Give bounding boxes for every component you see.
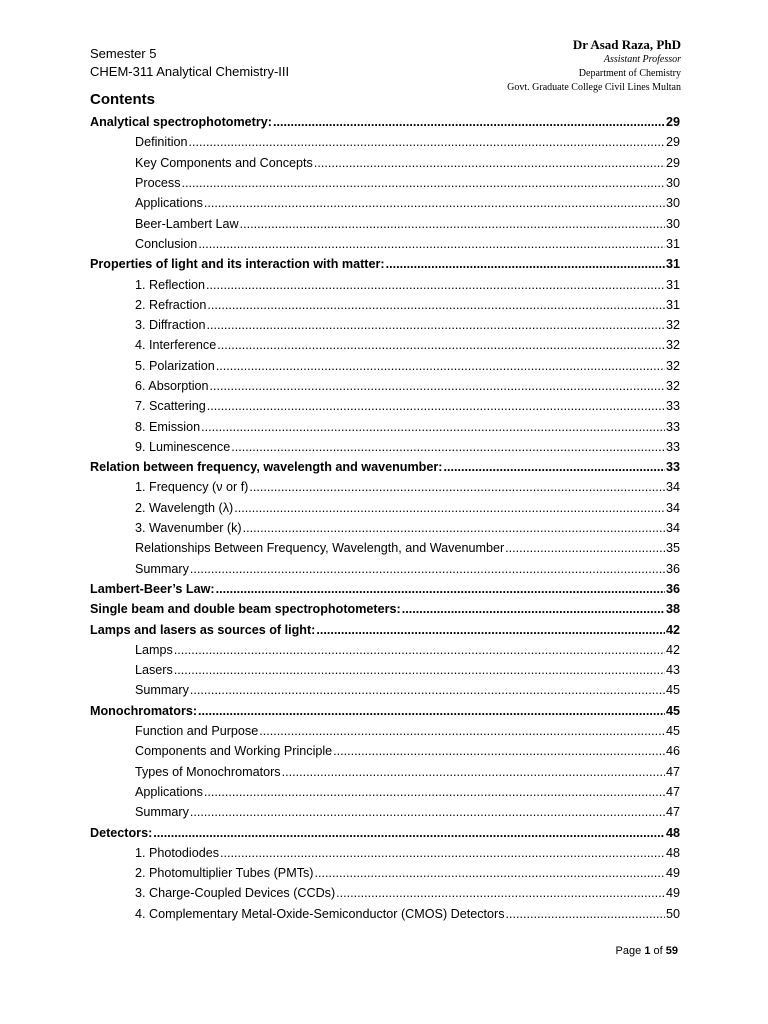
- toc-entry-page: 47: [665, 805, 680, 820]
- author-name: Dr Asad Raza, PhD: [572, 37, 681, 52]
- toc-entry-title: 3. Wavenumber (k): [135, 521, 242, 536]
- toc-section-entry[interactable]: [90, 822, 680, 842]
- toc-dot-leader: [198, 704, 665, 718]
- toc-entry-page: 33: [665, 419, 680, 434]
- toc-entry-title: Applications: [135, 784, 203, 799]
- toc-entry-title: Relationships Between Frequency, Wavelength, and Wavenumber: [135, 541, 505, 556]
- toc-dot-leader: [217, 338, 665, 352]
- toc-dot-leader: [282, 765, 665, 779]
- toc-dot-leader: [216, 359, 665, 373]
- college-name: Govt. Graduate College Civil Lines Multan: [507, 82, 681, 93]
- toc-entry-title: Monochromators:: [90, 703, 198, 718]
- toc-subsection-entry[interactable]: [90, 883, 680, 903]
- toc-subsection-entry[interactable]: [90, 416, 680, 436]
- toc-entry-page: 34: [665, 521, 680, 536]
- course-title: CHEM-311 Analytical Chemistry-III: [90, 64, 290, 79]
- toc-subsection-entry[interactable]: [90, 132, 680, 152]
- toc-entry-title: Lamps and lasers as sources of light:: [90, 622, 316, 637]
- toc-entry-title: Summary: [135, 683, 189, 698]
- toc-entry-page: 45: [665, 683, 680, 698]
- toc-entry-title: 6. Absorption: [135, 379, 209, 393]
- toc-subsection-entry[interactable]: [90, 396, 680, 416]
- toc-entry-page: 32: [665, 379, 680, 393]
- toc-entry-page: 31: [665, 297, 680, 312]
- toc-dot-leader: [174, 663, 665, 677]
- toc-entry-page: 30: [665, 216, 680, 231]
- toc-entry-page: 38: [665, 602, 680, 617]
- toc-entry-page: 33: [665, 399, 680, 414]
- toc-dot-leader: [336, 886, 665, 900]
- toc-dot-leader: [190, 683, 665, 697]
- toc-entry-page: 49: [665, 886, 680, 901]
- footer-total-pages: 59: [665, 945, 678, 957]
- toc-entry-page: 48: [665, 825, 680, 840]
- toc-dot-leader: [386, 257, 665, 271]
- toc-entry-page: 29: [665, 155, 680, 170]
- toc-entry-title: 4. Interference: [135, 338, 217, 353]
- toc-entry-page: 32: [665, 338, 680, 353]
- toc-dot-leader: [207, 399, 665, 413]
- toc-entry-title: Beer-Lambert Law: [135, 216, 239, 231]
- toc-entry-title: Properties of light and its interaction with matter:: [90, 257, 385, 272]
- toc-entry-title: Key Components and Concepts: [135, 155, 313, 170]
- toc-subsection-entry[interactable]: [90, 721, 680, 741]
- toc-subsection-entry[interactable]: [90, 518, 680, 538]
- toc-entry-title: Types of Monochromators: [135, 764, 281, 779]
- toc-dot-leader: [314, 156, 665, 170]
- toc-entry-page: 42: [665, 642, 680, 657]
- toc-dot-leader: [216, 582, 665, 596]
- toc-subsection-entry[interactable]: [90, 356, 680, 376]
- toc-entry-title: 5. Polarization: [135, 358, 215, 373]
- toc-entry-page: 30: [665, 196, 680, 211]
- toc-entry-page: 32: [665, 358, 680, 373]
- toc-subsection-entry[interactable]: [90, 173, 680, 193]
- toc-entry-title: 2. Refraction: [135, 297, 207, 312]
- toc-dot-leader: [249, 480, 665, 494]
- toc-dot-leader: [189, 135, 665, 149]
- toc-dot-leader: [333, 744, 665, 758]
- toc-entry-page: 36: [665, 581, 680, 596]
- toc-section-entry[interactable]: [90, 599, 680, 619]
- page-footer: [616, 945, 678, 957]
- toc-dot-leader: [243, 521, 665, 535]
- toc-entry-page: 32: [665, 318, 680, 333]
- toc-subsection-entry[interactable]: [90, 335, 680, 355]
- toc-entry-page: 45: [665, 724, 680, 739]
- toc-entry-title: 3. Charge-Coupled Devices (CCDs): [135, 886, 336, 901]
- toc-dot-leader: [231, 440, 665, 454]
- toc-subsection-entry[interactable]: [90, 213, 680, 233]
- author-role: Assistant Professor: [603, 54, 681, 65]
- toc-entry-title: 1. Photodiodes: [135, 845, 220, 860]
- page-header-right: [507, 36, 681, 95]
- toc-entry-page: 42: [665, 622, 680, 637]
- toc-entry-title: Lasers: [135, 663, 173, 678]
- toc-subsection-entry[interactable]: [90, 153, 680, 173]
- toc-entry-title: 7. Scattering: [135, 399, 206, 414]
- toc-subsection-entry[interactable]: [90, 274, 680, 294]
- toc-entry-title: Detectors:: [90, 825, 153, 840]
- toc-dot-leader: [182, 176, 665, 190]
- toc-entry-page: 46: [665, 744, 680, 759]
- toc-dot-leader: [316, 623, 665, 637]
- toc-subsection-entry[interactable]: [90, 234, 680, 254]
- toc-entry-page: 31: [665, 257, 680, 272]
- toc-dot-leader: [259, 724, 665, 738]
- toc-entry-title: Conclusion: [135, 236, 198, 251]
- toc-entry-page: 29: [665, 115, 680, 130]
- toc-dot-leader: [506, 907, 665, 921]
- toc-section-entry[interactable]: [90, 457, 680, 477]
- toc-entry-title: Applications: [135, 196, 203, 211]
- toc-subsection-entry[interactable]: [90, 741, 680, 761]
- toc-entry-page: 31: [665, 277, 680, 292]
- toc-dot-leader: [198, 237, 665, 251]
- toc-subsection-entry[interactable]: [90, 802, 680, 822]
- toc-subsection-entry[interactable]: [90, 295, 680, 315]
- toc-section-entry[interactable]: [90, 579, 680, 599]
- toc-entry-page: 43: [665, 663, 680, 678]
- toc-subsection-entry[interactable]: [90, 477, 680, 497]
- toc-subsection-entry[interactable]: [90, 376, 680, 396]
- toc-dot-leader: [201, 420, 665, 434]
- toc-entry-title: Single beam and double beam spectrophotometers:: [90, 602, 401, 617]
- toc-section-entry[interactable]: [90, 254, 680, 274]
- toc-entry-page: 49: [665, 866, 680, 881]
- toc-subsection-entry[interactable]: [90, 660, 680, 680]
- toc-entry-page: 36: [665, 561, 680, 576]
- toc-subsection-entry[interactable]: [90, 680, 680, 700]
- toc-entry-title: Analytical spectrophotometry:: [90, 115, 272, 130]
- toc-entry-page: 34: [665, 480, 680, 495]
- toc-entry-page: 29: [665, 135, 680, 150]
- toc-entry-title: Lamps: [135, 642, 173, 657]
- toc-entry-page: 45: [665, 703, 680, 718]
- toc-subsection-entry[interactable]: [90, 315, 680, 335]
- toc-entry-title: Process: [135, 176, 181, 191]
- toc-section-entry[interactable]: [90, 619, 680, 639]
- toc-subsection-entry[interactable]: [90, 843, 680, 863]
- table-of-contents: [90, 112, 680, 924]
- footer-page-word: Page: [615, 945, 642, 957]
- toc-subsection-entry[interactable]: [90, 640, 680, 660]
- toc-dot-leader: [190, 562, 665, 576]
- toc-dot-leader: [204, 785, 665, 799]
- toc-entry-page: 33: [665, 460, 680, 475]
- toc-entry-title: Function and Purpose: [135, 724, 259, 739]
- toc-subsection-entry[interactable]: [90, 193, 680, 213]
- toc-subsection-entry[interactable]: [90, 762, 680, 782]
- toc-section-entry[interactable]: [90, 701, 680, 721]
- toc-entry-title: 9. Luminescence: [135, 439, 231, 454]
- department-name: Department of Chemistry: [578, 68, 681, 79]
- toc-entry-title: 3. Diffraction: [135, 318, 206, 333]
- footer-current-page: 1: [644, 945, 651, 957]
- toc-entry-page: 50: [665, 906, 680, 921]
- toc-dot-leader: [273, 115, 665, 129]
- toc-entry-page: 30: [665, 176, 680, 191]
- toc-subsection-entry[interactable]: [90, 538, 680, 558]
- contents-heading: Contents: [90, 91, 155, 108]
- toc-dot-leader: [153, 826, 665, 840]
- toc-dot-leader: [314, 866, 665, 880]
- page-header-left: [90, 45, 289, 81]
- toc-entry-page: 47: [665, 764, 680, 779]
- toc-entry-title: 2. Wavelength (λ): [135, 500, 234, 515]
- toc-dot-leader: [402, 602, 665, 616]
- toc-dot-leader: [206, 278, 665, 292]
- toc-entry-title: 1. Reflection: [135, 277, 206, 292]
- toc-subsection-entry[interactable]: [90, 437, 680, 457]
- semester-label: Semester 5: [90, 46, 157, 61]
- toc-entry-title: 8. Emission: [135, 419, 201, 434]
- toc-entry-page: 34: [665, 500, 680, 515]
- toc-subsection-entry[interactable]: [90, 863, 680, 883]
- toc-entry-title: 1. Frequency (ν or f): [135, 480, 249, 495]
- toc-entry-title: 2. Photomultiplier Tubes (PMTs): [135, 866, 314, 881]
- toc-entry-title: Lambert-Beer’s Law:: [90, 581, 215, 596]
- toc-dot-leader: [505, 541, 665, 555]
- toc-entry-page: 35: [665, 541, 680, 556]
- toc-dot-leader: [207, 298, 665, 312]
- toc-entry-page: 31: [665, 236, 680, 251]
- toc-entry-title: Definition: [135, 135, 188, 150]
- toc-dot-leader: [190, 805, 665, 819]
- toc-subsection-entry[interactable]: [90, 904, 680, 924]
- toc-entry-page: 48: [665, 845, 680, 860]
- toc-dot-leader: [174, 643, 665, 657]
- toc-entry-page: 47: [665, 784, 680, 799]
- toc-entry-title: Components and Working Principle: [135, 744, 333, 759]
- toc-subsection-entry[interactable]: [90, 559, 680, 579]
- toc-dot-leader: [240, 217, 665, 231]
- toc-dot-leader: [234, 501, 665, 515]
- toc-dot-leader: [204, 196, 665, 210]
- toc-entry-page: 33: [665, 439, 680, 454]
- toc-entry-title: 4. Complementary Metal-Oxide-Semiconductor (CMOS) Detectors: [135, 906, 505, 921]
- toc-dot-leader: [443, 460, 665, 474]
- toc-subsection-entry[interactable]: [90, 498, 680, 518]
- footer-of-word: of: [653, 945, 663, 957]
- toc-entry-title: Summary: [135, 561, 189, 576]
- toc-subsection-entry[interactable]: [90, 782, 680, 802]
- toc-section-entry[interactable]: [90, 112, 680, 132]
- toc-entry-title: Relation between frequency, wavelength and wavenumber:: [90, 460, 443, 475]
- toc-dot-leader: [220, 846, 665, 860]
- toc-entry-title: Summary: [135, 805, 189, 820]
- toc-dot-leader: [210, 379, 665, 393]
- toc-dot-leader: [206, 318, 665, 332]
